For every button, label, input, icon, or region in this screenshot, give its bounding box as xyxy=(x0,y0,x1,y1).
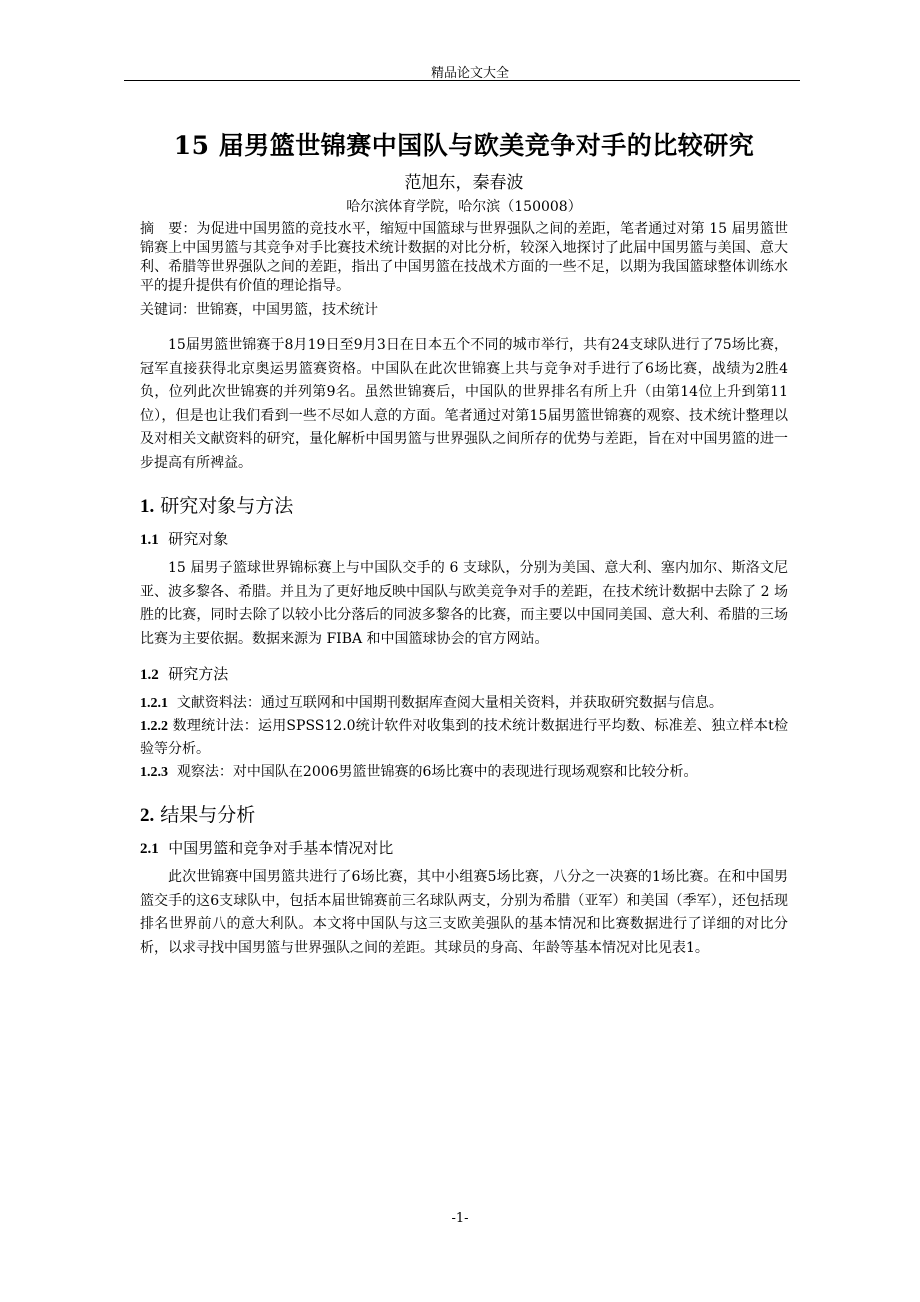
section-title: 研究对象 xyxy=(168,530,229,548)
section-1-heading xyxy=(140,493,788,520)
paper-title: 15 届男篮世锦赛中国队与欧美竞争对手的比较研究 xyxy=(173,131,755,160)
section-number: 1.2 xyxy=(140,667,159,683)
authors: 范旭东，秦春波 xyxy=(404,173,524,193)
section-2-1-paragraph: 此次世锦赛中国男篮共进行了6场比赛，其中小组赛5场比赛，八分之一决赛的1场比赛。在和中国男篮交手的这6支球队中，包括本届世锦赛前三名球队两支，分别为希腊（亚军）和美国（季军），还包括现排名世界前八的意大利队。本文将中国队与这三支欧美强队的基本情况和比赛数据进行了详细的对比分析，以求寻找中国男篮与世界强队之间的差距。其球员的身高、年龄等基本情况对比见表1。 xyxy=(140,869,788,956)
intro-paragraph: 15届男篮世锦赛于8月19日至9月3日在日本五个不同的城市举行，共有24支球队进行了75场比赛，冠军直接获得北京奥运男篮赛资格。中国队在此次世锦赛上共与竞争对手进行了6场比赛，战绩为2胜4负，位列此次世锦赛的并列第9名。虽然世锦赛后，中国队的世界排名有所上升（由第14位上升到第11位），但是也让我们看到一些不尽如人意的方面。笔者通过对第15届男篮世锦赛的观察、技术统计整理以及对相关文献资料的研究，量化解析中国男篮与世界强队之间所存的优势与差距，旨在对中国男篮的进一步提高有所裨益。 xyxy=(140,337,788,471)
abstract: 摘 要：为促进中国男篮的竞技水平，缩短中国篮球与世界强队之间的差距，笔者通过对第 15 届男篮世锦赛上中国男篮与其竞争对手比赛技术统计数据的对比分析，较深入地探讨了此届中国男篮与美国、意大利、希腊等世界强队之间的差距，指出了中国男篮在技战术方面的一些不足，以期为我国篮球整体训练水平的提升提供有价值的理论指导。 xyxy=(140,221,788,294)
affiliation: 哈尔滨体育学院，哈尔滨（150008） xyxy=(346,199,582,215)
section-number: 2.1 xyxy=(140,841,159,857)
section-number: 1.1 xyxy=(140,532,159,548)
page-number: -1- xyxy=(451,1211,469,1226)
section-1-2-heading xyxy=(140,663,788,686)
method-item-3 xyxy=(140,761,788,784)
section-title: 中国男篮和竞争对手基本情况对比 xyxy=(168,839,394,857)
section-title: 研究对象与方法 xyxy=(160,495,294,517)
section-title: 研究方法 xyxy=(168,665,229,683)
section-number: 1. xyxy=(140,496,155,517)
method-item-2 xyxy=(140,715,788,761)
item-number: 1.2.1 xyxy=(140,696,168,711)
section-number: 2. xyxy=(140,805,155,826)
item-number: 1.2.2 xyxy=(140,719,168,734)
item-number: 1.2.3 xyxy=(140,765,168,780)
section-2-heading xyxy=(140,802,788,829)
item-text: 数理统计法：运用SPSS12.0统计软件对收集到的技术统计数据进行平均数、标准差、独立样本t检验等分析。 xyxy=(140,718,788,757)
item-text: 观察法：对中国队在2006男篮世锦赛的6场比赛中的表现进行现场观察和比较分析。 xyxy=(176,764,698,780)
header-rule xyxy=(124,80,800,81)
section-1-1-heading xyxy=(140,528,788,551)
section-2-1-heading xyxy=(140,837,788,860)
keywords: 关键词：世锦赛，中国男篮，技术统计 xyxy=(140,302,378,318)
item-text: 文献资料法：通过互联网和中国期刊数据库查阅大量相关资料，并获取研究数据与信息。 xyxy=(176,695,723,711)
section-title: 结果与分析 xyxy=(160,804,256,826)
running-header: 精品论文大全 xyxy=(430,66,509,81)
section-1-1-paragraph: 15 届男子篮球世界锦标赛上与中国队交手的 6 支球队，分别为美国、意大利、塞内加尔、斯洛文尼亚、波多黎各、希腊。并且为了更好地反映中国队与欧美竞争对手的差距，在技术统计数据中去除了 2 场胜的比赛，同时去除了以较小比分落后的同波多黎各的比赛，而主要以中国同美国、意大利、希腊的三场比赛为主要依据。数据来源为 FIBA 和中国篮球协会的官方网站。 xyxy=(140,560,788,647)
paper-body xyxy=(140,128,788,960)
method-item-1 xyxy=(140,692,788,715)
